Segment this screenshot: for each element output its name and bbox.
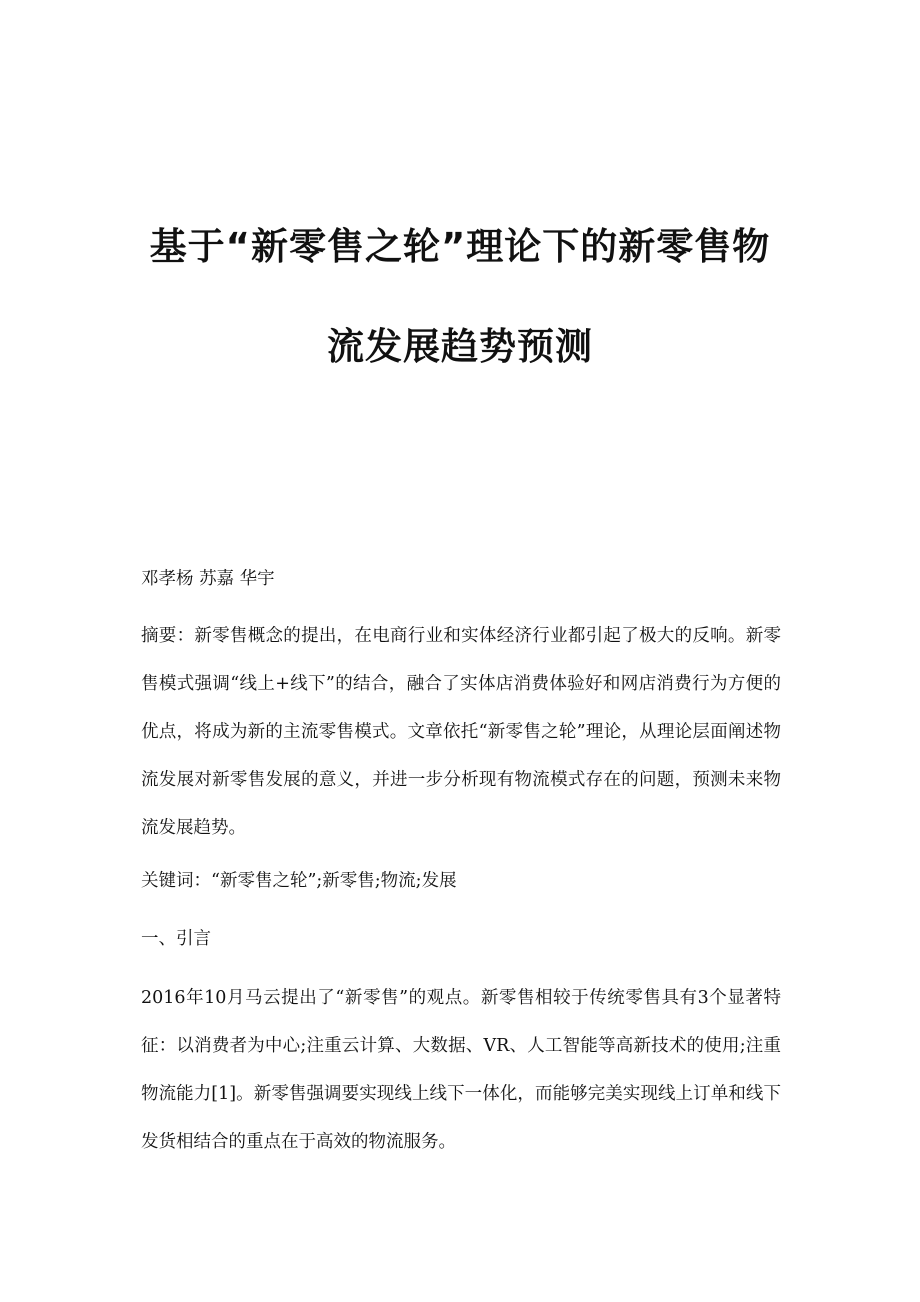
section-heading: 一、引言	[141, 929, 211, 949]
abstract-text: 新零售概念的提出，在电商行业和实体经济行业都引起了极大的反响。新零售模式强调“线上+线下”的结合，融合了实体店消费体验好和网店消费行为方便的优点，将成为新的主流零售模式。文章依托“新零售之轮”理论，从理论层面阐述物流发展对新零售发展的意义，并进一步分析现有物流模式存在的问题，预测未来物流发展趋势。	[141, 626, 781, 838]
abstract-paragraph	[141, 612, 781, 852]
keywords-label: 关键词：	[141, 871, 211, 891]
intro-paragraph: 2016年10月马云提出了“新零售”的观点。新零售相较于传统零售具有3个显著特征：以消费者为中心;注重云计算、大数据、VR、人工智能等高新技术的使用;注重物流能力[1]。新零售强调要实现线上线下一体化，而能够完美实现线上订单和线下发货相结合的重点在于高效的物流服务。	[141, 988, 781, 1152]
author-list: 邓孝杨 苏嘉 华宇	[141, 569, 275, 589]
document-title-line-1: 基于“新零售之轮”理论下的新零售物	[149, 225, 771, 268]
abstract-label: 摘要：	[141, 626, 195, 646]
keywords-paragraph	[141, 865, 781, 898]
document-body	[141, 563, 781, 1189]
document-title-line-2: 流发展趋势预测	[327, 325, 593, 368]
keywords-text: “新零售之轮”;新零售;物流;发展	[211, 871, 457, 891]
